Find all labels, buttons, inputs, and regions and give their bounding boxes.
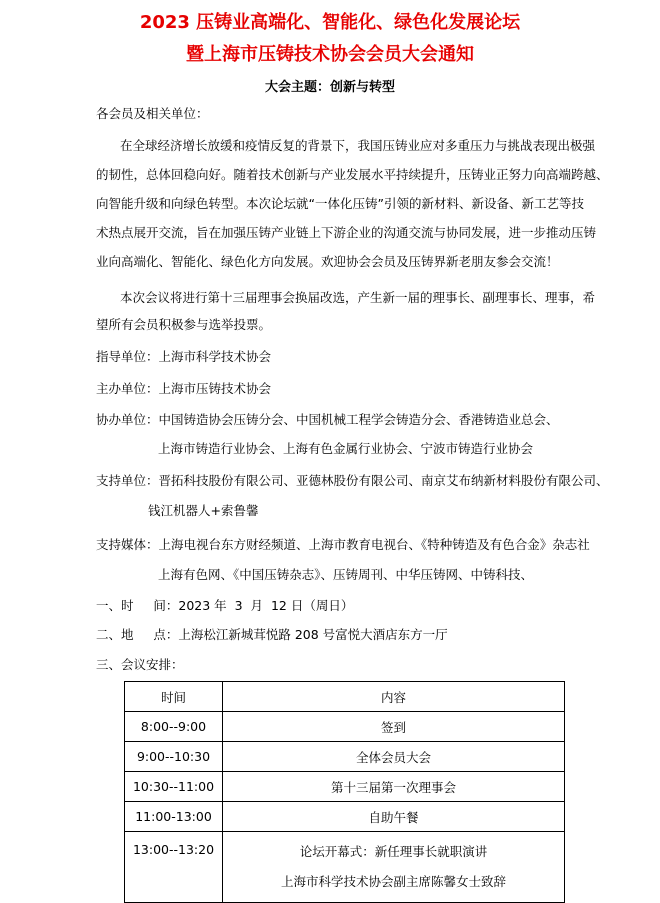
- header-time: 时间: [125, 682, 223, 712]
- table-row: [125, 772, 565, 802]
- row-content: 全体会员大会: [223, 742, 565, 772]
- meeting-place: 二、地 点：上海松江新城茸悦路 208 号富悦大酒店东方一厅: [96, 627, 448, 642]
- header-content: 内容: [223, 682, 565, 712]
- row-content-line: 上海市科学技术协会副主席陈馨女士致辞: [280, 874, 506, 889]
- co-units-line: 协办单位：中国铸造协会压铸分会、中国机械工程学会铸造分会、香港铸造业总会、: [96, 412, 559, 427]
- support-media-line: 上海有色网、《中国压铸杂志》、压铸周刊、中华压铸网、中铸科技、: [158, 567, 534, 582]
- agenda-heading: 三、会议安排：: [96, 657, 184, 672]
- guide-unit: 指导单位：上海市科学技术协会: [96, 349, 272, 364]
- paragraph-line: 业向高端化、智能化、绿色化方向发展。欢迎协会会员及压铸界新老朋友参会交流！: [96, 254, 559, 269]
- row-content: 签到: [223, 712, 565, 742]
- table-header-row: [125, 682, 565, 712]
- row-time: 8:00--9:00: [125, 712, 223, 742]
- row-content: [223, 832, 565, 903]
- paragraph-line: 本次会议将进行第十三届理事会换届改选，产生新一届的理事长、副理事长、理事，希: [120, 290, 596, 305]
- theme-line: 大会主题：创新与转型: [264, 80, 395, 95]
- support-units-line: 钱江机器人+索鲁馨: [148, 503, 259, 518]
- meeting-time: 一、时 间：2023 年 3 月 12 日（周日）: [96, 598, 354, 613]
- schedule-table: [124, 681, 565, 903]
- paragraph-line: 在全球经济增长放缓和疫情反复的背景下，我国压铸业应对多重压力与挑战表现出极强: [120, 138, 596, 153]
- paragraph-line: 向智能升级和向绿色转型。本次论坛就“一体化压铸”引领的新材料、新设备、新工艺等技: [96, 196, 584, 211]
- table-row: [125, 832, 565, 903]
- row-time: 11:00-13:00: [125, 802, 223, 832]
- table-row: [125, 742, 565, 772]
- support-media-line: 支持媒体：上海电视台东方财经频道、上海市教育电视台、《特种铸造及有色合金》杂志社: [96, 537, 590, 552]
- row-time: 13:00--13:20: [125, 832, 223, 903]
- paragraph-line: 的韧性，总体回稳向好。随着技术创新与产业发展水平持续提升，压铸业正努力向高端跨越、: [96, 167, 609, 182]
- row-time: 9:00--10:30: [125, 742, 223, 772]
- row-time: 10:30--11:00: [125, 772, 223, 802]
- title-line-2: 暨上海市压铸技术协会会员大会通知: [186, 44, 474, 65]
- support-units-line: 支持单位：晋拓科技股份有限公司、亚德林股份有限公司、南京艾布纳新材料股份有限公司、: [96, 473, 609, 488]
- row-content: 第十三届第一次理事会: [223, 772, 565, 802]
- row-content: 自助午餐: [223, 802, 565, 832]
- paragraph-line: 术热点展开交流，旨在加强压铸产业链上下游企业的沟通交流与协同发展，进一步推动压铸: [96, 225, 597, 240]
- row-content-line: 论坛开幕式：新任理事长就职演讲: [299, 844, 488, 859]
- title-line-1: 2023 压铸业高端化、智能化、绿色化发展论坛: [139, 12, 521, 33]
- paragraph-line: 望所有会员积极参与选举投票。: [96, 317, 272, 332]
- co-units-line: 上海市铸造行业协会、上海有色金属行业协会、宁波市铸造行业协会: [158, 441, 534, 456]
- table-row: [125, 712, 565, 742]
- host-unit: 主办单位：上海市压铸技术协会: [96, 381, 272, 396]
- table-row: [125, 802, 565, 832]
- salutation: 各会员及相关单位：: [96, 106, 209, 121]
